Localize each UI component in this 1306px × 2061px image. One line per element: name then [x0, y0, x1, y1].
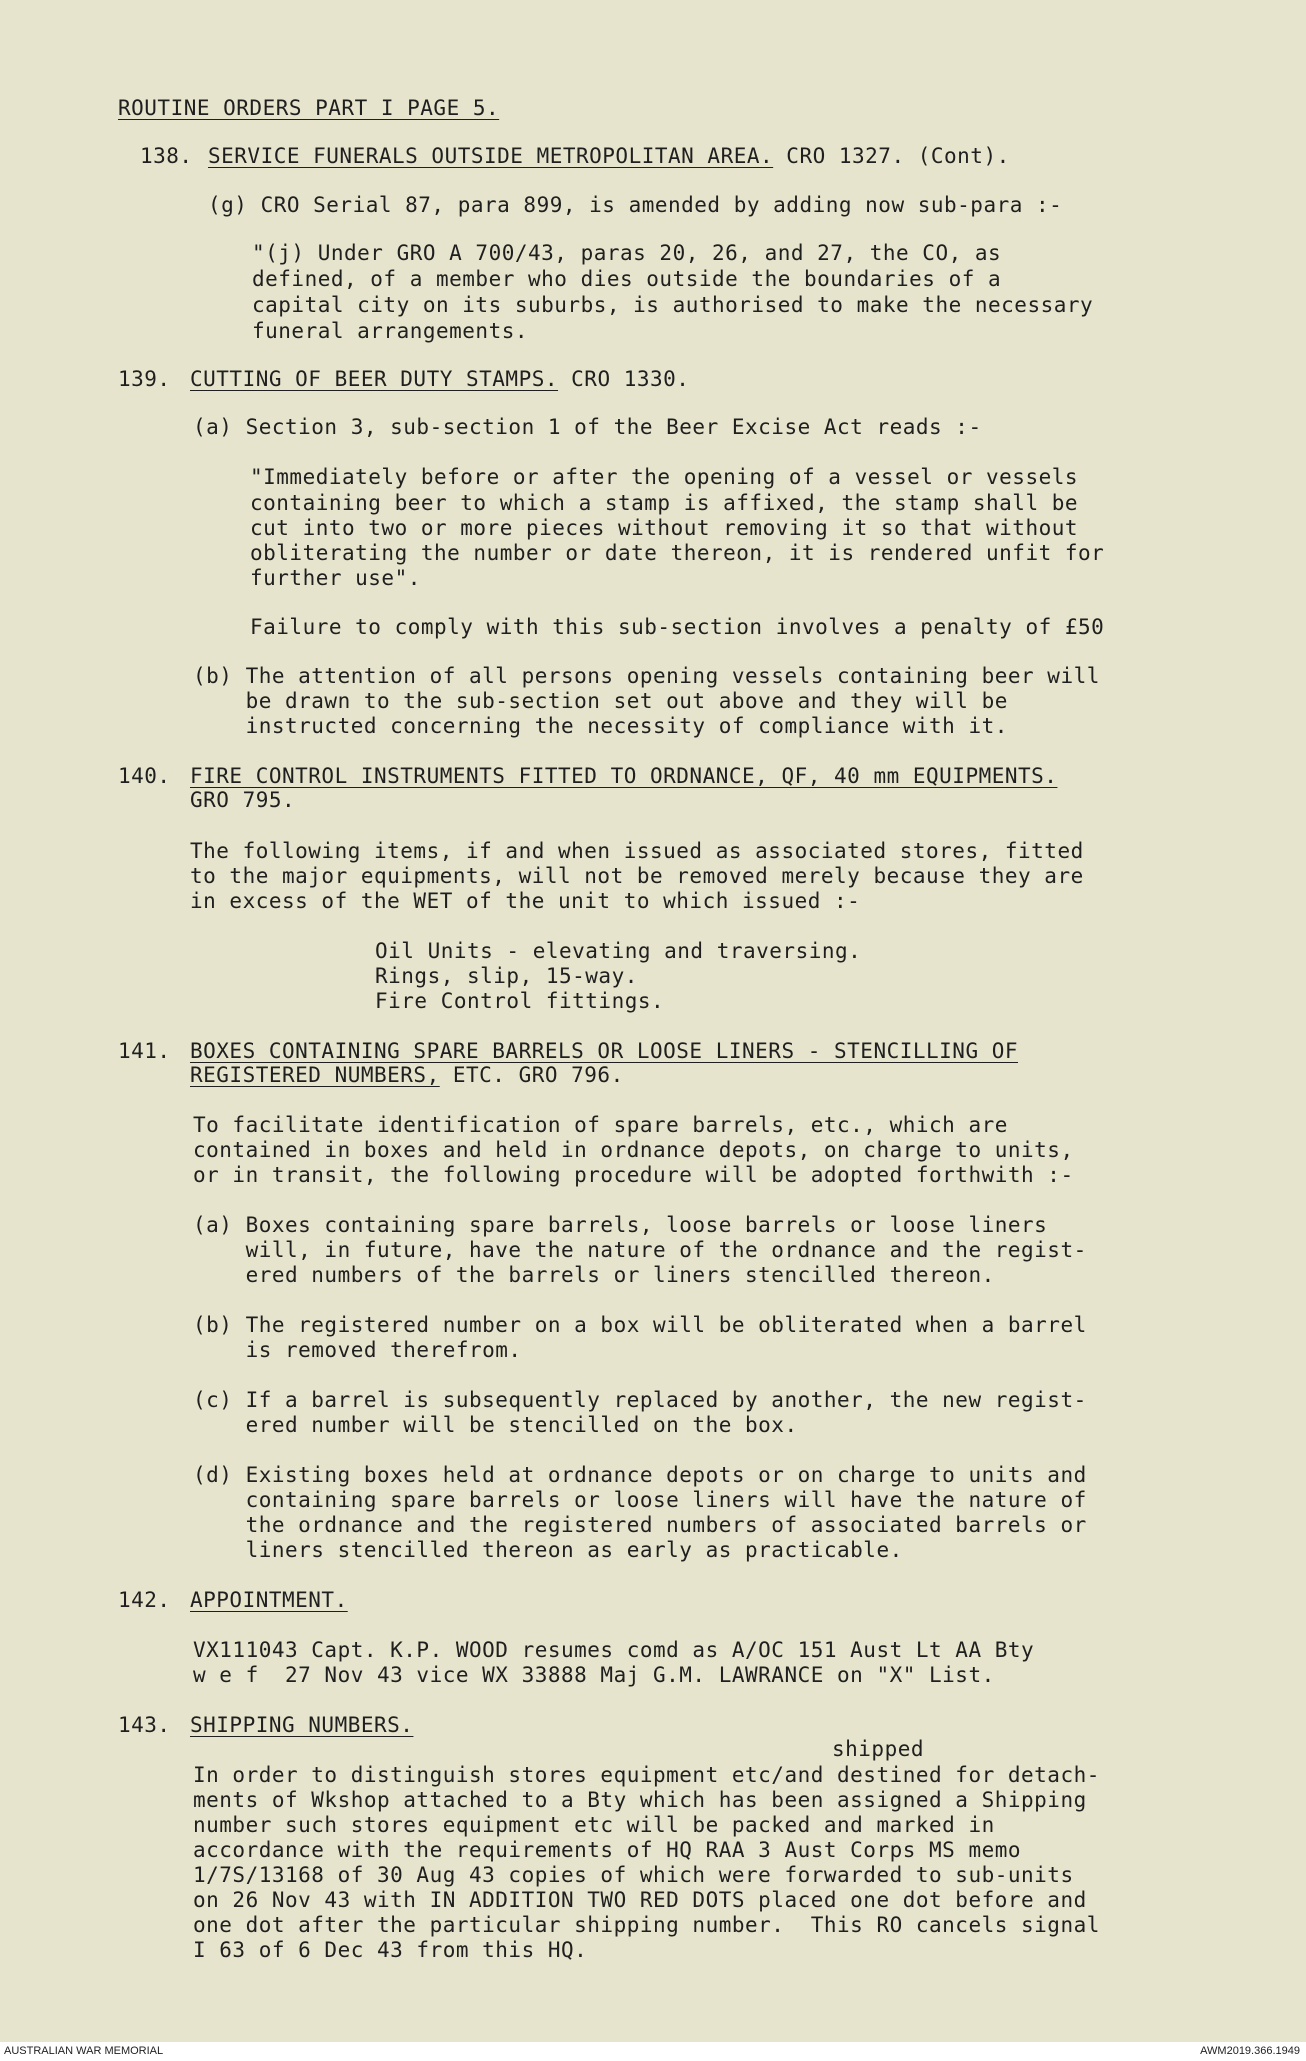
item-143-title: SHIPPING NUMBERS.	[190, 1713, 414, 1737]
item-139-sub-b-1: (b) The attention of all persons opening vessels containing beer will	[193, 664, 1100, 688]
item-143-para-4: accordance with the requirements of HQ RAA 3 Aust Corps MS memo	[193, 1838, 1022, 1862]
item-140-para-2: to the major equipments, will not be removed merely because they are	[190, 864, 1084, 888]
item-143-para-5: 1/7S/13168 of 30 Aug 43 copies of which were forwarded to sub-units	[193, 1863, 1074, 1887]
item-140-para-1: The following items, if and when issued as associated stores, fitted	[190, 839, 1084, 863]
item-141-sub-d-3: the ordnance and the registered numbers of associated barrels or	[193, 1513, 1087, 1537]
item-138-heading	[208, 143, 1010, 169]
item-139-quote-2: containing beer to which a stamp is affixed, the stamp shall be	[250, 491, 1079, 515]
item-139-sub-a: (a) Section 3, sub-section 1 of the Beer Excise Act reads :-	[193, 415, 982, 439]
item-139-quote-5: further use".	[250, 566, 421, 590]
item-139-quote-4: obliterating the number or date thereon, it is rendered unfit for	[250, 541, 1105, 565]
item-141-para-2: contained in boxes and held in ordnance depots, on charge to units,	[193, 1138, 1074, 1162]
item-138-title: SERVICE FUNERALS OUTSIDE METROPOLITAN AREA.	[208, 144, 774, 168]
item-141-sub-c-2: ered number will be stencilled on the box.	[193, 1413, 798, 1437]
item-143-para-6: on 26 Nov 43 with IN ADDITION TWO RED DOTS placed one dot before and	[193, 1888, 1087, 1912]
item-141-heading-2	[190, 1062, 624, 1088]
item-139-heading	[190, 366, 689, 392]
item-142-para-1: VX111043 Capt. K.P. WOOD resumes comd as A/OC 151 Aust Lt AA Bty	[193, 1638, 1035, 1662]
item-140-ref: GRO 795.	[190, 788, 296, 812]
item-140-para-3: in excess of the WET of the unit to which issued :-	[190, 889, 861, 913]
item-139-number: 139.	[118, 367, 171, 391]
item-138-number: 138.	[140, 144, 193, 168]
item-143-number: 143.	[118, 1713, 171, 1737]
item-141-ref: ETC. GRO 796.	[439, 1063, 624, 1087]
item-138-quote-4: funeral arrangements.	[252, 319, 529, 343]
item-143-para-8: I 63 of 6 Dec 43 from this HQ.	[193, 1938, 588, 1962]
item-139-penalty: Failure to comply with this sub-section involves a penalty of £50	[250, 615, 1105, 639]
item-139-quote-1: "Immediately before or after the opening of a vessel or vessels	[250, 465, 1079, 489]
item-138-quote-3: capital city on its suburbs, is authorised to make the necessary	[252, 293, 1094, 317]
item-141-number: 141.	[118, 1039, 171, 1063]
item-140-number: 140.	[118, 764, 171, 788]
footer-right: AWM2019.366.1949	[1200, 2045, 1300, 2057]
item-141-sub-d-2: containing spare barrels or loose liners will have the nature of	[193, 1488, 1087, 1512]
item-141-sub-d-1: (d) Existing boxes held at ordnance depots or on charge to units and	[193, 1463, 1087, 1487]
item-138-sub-g: (g) CRO Serial 87, para 899, is amended by adding now sub-para :-	[208, 193, 1063, 217]
item-138-ref: CRO 1327. (Cont).	[773, 144, 1010, 168]
item-139-title: CUTTING OF BEER DUTY STAMPS.	[190, 367, 559, 391]
item-138-quote-1: "(j) Under GRO A 700/43, paras 20, 26, and 27, the CO, as	[252, 241, 1002, 265]
item-141-title-1: BOXES CONTAINING SPARE BARRELS OR LOOSE LINERS - STENCILLING OF	[190, 1039, 1019, 1063]
item-141-sub-a-1: (a) Boxes containing spare barrels, loose barrels or loose liners	[193, 1213, 1048, 1237]
item-142-para-2: w e f 27 Nov 43 vice WX 33888 Maj G.M. LAWRANCE on "X" List.	[193, 1663, 995, 1687]
item-139-ref: CRO 1330.	[558, 367, 690, 391]
item-139-quote-3: cut into two or more pieces without removing it so that without	[250, 516, 1079, 540]
item-143-para-3: number such stores equipment etc will be packed and marked in	[193, 1813, 995, 1837]
item-143-para-1: In order to distinguish stores equipment etc/and destined for detach-	[193, 1763, 1100, 1787]
item-140-list-2: Rings, slip, 15-way.	[375, 964, 638, 988]
item-141-sub-c-1: (c) If a barrel is subsequently replaced by another, the new regist-	[193, 1388, 1087, 1412]
item-140-title: FIRE CONTROL INSTRUMENTS FITTED TO ORDNANCE, QF, 40 mm EQUIPMENTS.	[190, 764, 1058, 788]
item-141-sub-b-1: (b) The registered number on a box will be obliterated when a barrel	[193, 1313, 1087, 1337]
item-140-list-1: Oil Units - elevating and traversing.	[375, 939, 862, 963]
item-141-sub-d-4: liners stencilled thereon as early as practicable.	[193, 1538, 903, 1562]
footer-left: AUSTRALIAN WAR MEMORIAL	[4, 2045, 164, 2057]
item-139-sub-b-3: instructed concerning the necessity of compliance with it.	[193, 714, 1008, 738]
item-142-title: APPOINTMENT.	[190, 1588, 348, 1612]
item-141-sub-a-3: ered numbers of the barrels or liners stencilled thereon.	[193, 1263, 995, 1287]
item-143-insert: shipped	[832, 1737, 925, 1761]
item-142-number: 142.	[118, 1588, 171, 1612]
item-140-list-3: Fire Control fittings.	[375, 989, 665, 1013]
item-141-sub-b-2: is removed therefrom.	[193, 1338, 522, 1362]
item-143-para-2: ments of Wkshop attached to a Bty which has been assigned a Shipping	[193, 1788, 1087, 1812]
page-header: ROUTINE ORDERS PART I PAGE 5.	[118, 96, 500, 120]
item-138-quote-2: defined, of a member who dies outside the boundaries of a	[252, 267, 1002, 291]
item-139-sub-b-2: be drawn to the sub-section set out above and they will be	[193, 689, 1008, 713]
item-141-para-3: or in transit, the following procedure will be adopted forthwith :-	[193, 1163, 1074, 1187]
item-141-para-1: To facilitate identification of spare barrels, etc., which are	[193, 1113, 1008, 1137]
item-141-sub-a-2: will, in future, have the nature of the ordnance and the regist-	[193, 1238, 1087, 1262]
item-141-title-2: REGISTERED NUMBERS,	[190, 1063, 440, 1087]
item-143-para-7: one dot after the particular shipping number. This RO cancels signal	[193, 1913, 1100, 1937]
